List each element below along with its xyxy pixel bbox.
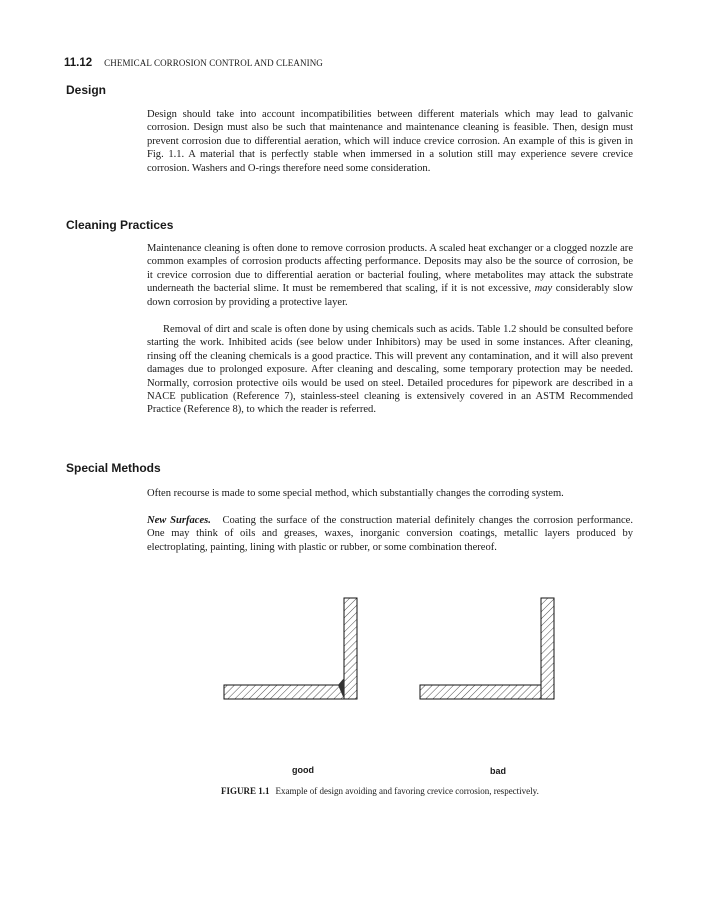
bad-design-drawing <box>420 598 554 699</box>
bad-horizontal-member <box>420 685 541 699</box>
new-surfaces-text: Coating the surface of the construction material definitely changes the corrosion performance. One may think of oils and greases, waxes, inorganic conversion coatings, metallic layers produced by electroplating, painting, lining with plastic or rubber, or some combination thereof. <box>147 515 633 553</box>
good-design-drawing <box>224 598 357 699</box>
page-number: 11.12 <box>64 57 93 69</box>
figure-label-good: good <box>292 765 314 775</box>
figure-label-bad: bad <box>490 766 507 776</box>
cleaning-p1-text-a: Maintenance cleaning is often done to remove corrosion products. A scaled heat exchanger or a clogged nozzle are common examples of corrosion products affecting performance. Deposits may also be the source of corrosion, be it crevice corrosion due to differential aeration or bacterial fouling, where metabolites may attack the substrate underneath the bacterial slime. It must be remembered that scaling, if it is not excessive, <box>147 243 633 295</box>
section-heading-special-methods: Special Methods <box>66 461 161 475</box>
run-in-heading-new-surfaces: New Surfaces. <box>147 515 211 526</box>
cleaning-paragraph-2: Removal of dirt and scale is often done by using chemicals such as acids. Table 1.2 should be consulted before starting the work. Inhibited acids (see below under Inhibitors) may be used in some instances. After cleaning, rinsing off the cleaning chemicals is a good practice. This will prevent any contamination, and it will also prevent damages due to prolonged exposure. After cleaning and descaling, some temporary protection may be needed. Normally, corrosion protective oils would be used on steel. Detailed procedures for pipework are described in a NACE publication (Reference 7), stainless-steel cleaning is extensively covered in an ASTM Recommended Practice (Reference 8), to which the reader is referred. <box>147 324 633 416</box>
good-horizontal-member <box>224 685 344 699</box>
figure-caption-number: FIGURE 1.1 <box>221 786 270 796</box>
cleaning-p1-text-b: considerably slow down corrosion by providing a protective layer. <box>147 283 633 308</box>
figure-caption-text: Example of design avoiding and favoring crevice corrosion, respectively. <box>275 786 539 796</box>
section-heading-cleaning-practices: Cleaning Practices <box>66 218 174 232</box>
figure-caption <box>221 786 557 798</box>
good-vertical-member <box>344 598 357 699</box>
bad-vertical-member <box>541 598 554 699</box>
cleaning-p1-emphasis: may <box>534 283 553 295</box>
design-paragraph: Design should take into account incompatibilities between different materials which may lead to galvanic corrosion. Design must also be such that maintenance and maintenance cleaning is feasible. Then, design must prevent corrosion due to differential aeration, which will induce crevice corrosion. An example of this is given in Fig. 1.1. A material that is perfectly stable when immersed in a solution still may experience severe crevice corrosion. Washers and O-rings therefore need some consideration. <box>147 109 633 174</box>
chapter-title: CHEMICAL CORROSION CONTROL AND CLEANING <box>104 58 323 68</box>
special-paragraph-1: Often recourse is made to some special method, which substantially changes the corroding system. <box>147 488 564 499</box>
section-heading-design: Design <box>66 83 107 97</box>
